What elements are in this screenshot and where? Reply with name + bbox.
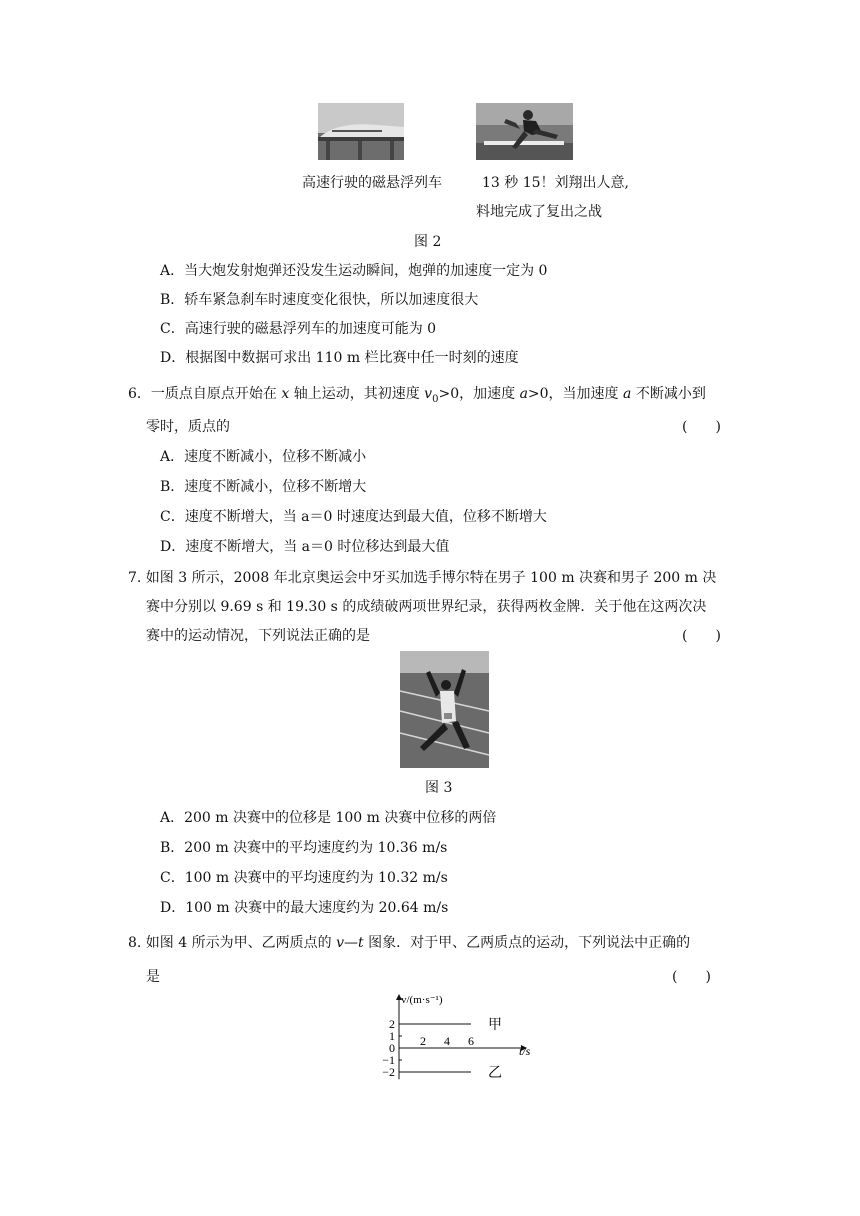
- q7-answer-bracket: ( ): [682, 628, 721, 644]
- q5-option-c: C．高速行驶的磁悬浮列车的加速度可能为 0: [160, 321, 437, 337]
- figure2-caption-right-line2: 料地完成了复出之战: [476, 204, 602, 220]
- q6-text-part: 不断减小到: [631, 386, 706, 402]
- maglev-train-photo: [318, 103, 404, 160]
- vt-chart: [355, 990, 531, 1090]
- q8-text-part: 8. 如图 4 所示为甲、乙两质点的: [128, 935, 337, 951]
- y-tick-label: 0: [389, 1041, 395, 1055]
- maglev-train-icon: [318, 103, 404, 160]
- q6-option-d: D．速度不断增大，当 a＝0 时位移达到最大值: [160, 539, 450, 555]
- q7-option-d: D．100 m 决赛中的最大速度约为 20.64 m/s: [160, 900, 449, 916]
- q7-option-c: C．100 m 决赛中的平均速度约为 10.32 m/s: [160, 870, 448, 886]
- x-axis-label: t/s: [519, 1044, 531, 1058]
- hurdler-icon: [476, 103, 573, 160]
- q5-option-a: A．当大炮发射炮弹还没发生运动瞬间，炮弹的加速度一定为 0: [160, 263, 548, 279]
- q6-var-a: a: [519, 386, 528, 402]
- q5-option-b: B．轿车紧急刹车时速度变化很快，所以加速度很大: [160, 292, 479, 308]
- q8-stem-line2: 是: [146, 969, 160, 985]
- q7-stem-line1: 7. 如图 3 所示，2008 年北京奥运会中牙买加选手博尔特在男子 100 m 决赛和男子 200 m 决: [128, 570, 717, 586]
- q6-option-b: B．速度不断减小，位移不断增大: [160, 479, 367, 495]
- q8-stem-line1: [128, 932, 690, 952]
- q6-subscript: 0: [432, 393, 439, 405]
- q6-text-part: >0，当加速度: [527, 386, 624, 402]
- q6-text-part: >0，加速度: [438, 386, 520, 402]
- figure2-label: 图 2: [414, 234, 442, 250]
- q5-option-d: D．根据图中数据可求出 110 m 栏比赛中任一时刻的速度: [160, 350, 519, 366]
- q8-var-v: v: [336, 935, 344, 951]
- q7-option-b: B．200 m 决赛中的平均速度约为 10.36 m/s: [160, 840, 448, 856]
- x-tick-label: 6: [468, 1034, 474, 1048]
- q6-answer-bracket: ( ): [682, 419, 721, 435]
- hurdler-photo: [476, 103, 573, 160]
- q7-option-a: A．200 m 决赛中的位移是 100 m 决赛中位移的两倍: [160, 810, 497, 826]
- x-tick-label: 2: [420, 1034, 426, 1048]
- q6-var-v: v: [424, 386, 433, 402]
- q6-stem-line2: 零时，质点的: [146, 419, 230, 435]
- y-axis-label: v/(m·s⁻¹): [401, 994, 443, 1006]
- q8-text-part: 图象．对于甲、乙两质点的运动，下列说法中正确的: [363, 935, 691, 951]
- sprinter-icon: [400, 651, 489, 768]
- q8-var-t: t: [358, 935, 364, 951]
- q6-stem-line1: [128, 383, 706, 405]
- y-tick-label: 2: [389, 1017, 395, 1031]
- q7-stem-line2: 赛中分别以 9.69 s 和 19.30 s 的成绩破两项世界纪录，获得两枚金牌．关于他在这两次决: [146, 599, 707, 615]
- q6-var-a: a: [623, 386, 632, 402]
- q7-stem-line3: 赛中的运动情况，下列说法正确的是: [146, 628, 370, 644]
- series-label: 乙: [488, 1066, 502, 1081]
- y-tick-label: −1: [382, 1053, 395, 1067]
- series-label: 甲: [488, 1018, 502, 1033]
- q6-text-part: 轴上运动，其初速度: [289, 386, 425, 402]
- q6-option-a: A．速度不断减小，位移不断减小: [160, 449, 367, 465]
- q6-text-part: 6．一质点自原点开始在: [128, 386, 282, 402]
- y-tick-label: 1: [389, 1029, 395, 1043]
- figure2-caption-left: 高速行驶的磁悬浮列车: [302, 175, 442, 191]
- q8-text-part: —: [344, 935, 358, 951]
- bolt-sprinter-photo: [400, 651, 489, 768]
- x-tick-label: 4: [444, 1034, 450, 1048]
- q6-var-x: x: [281, 386, 290, 402]
- q6-option-c: C．速度不断增大，当 a＝0 时速度达到最大值，位移不断增大: [160, 509, 547, 525]
- y-tick-label: −2: [382, 1065, 395, 1079]
- figure2-caption-right-line1: 13 秒 15！刘翔出人意,: [482, 175, 629, 191]
- figure3-label: 图 3: [425, 780, 453, 796]
- q8-answer-bracket: ( ): [672, 969, 711, 985]
